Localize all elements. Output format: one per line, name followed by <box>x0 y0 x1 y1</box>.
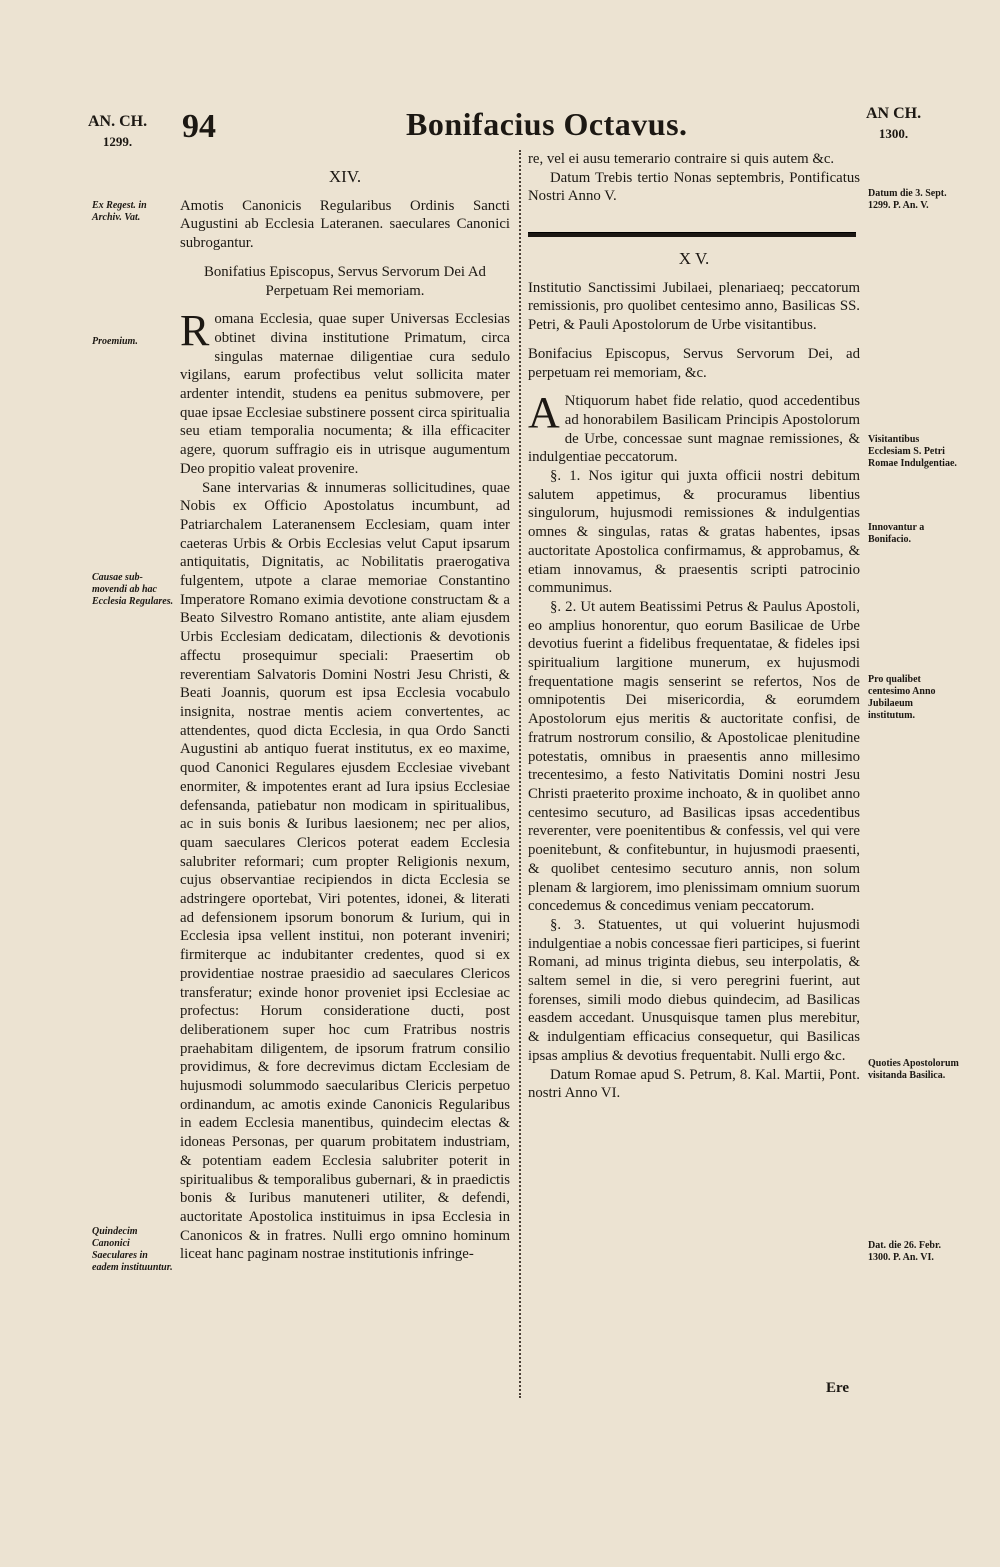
year-left-value: 1299. <box>102 134 133 149</box>
margin-note-causae: Causae sub-movendi ab hac Ecclesia Regulares. <box>92 572 174 607</box>
year-right <box>866 104 921 144</box>
margin-note-innovantur: Innovantur a Bonifacio. <box>868 522 925 545</box>
catchword: Ere <box>826 1380 850 1396</box>
date-xv: Datum Romae apud S. Petrum, 8. Kal. Martii, Pont. nostri Anno VI. <box>528 1066 860 1102</box>
document-title-xiv: Amotis Canonicis Regularibus Ordinis Sancti Augustini ab Ecclesia Lateranen. saeculares Canonici subrogantur. <box>180 197 510 252</box>
section-2: §. 2. Ut autem Beatissimi Petrus & Paulus Apostoli, eo amplius honorentur, quo eorum Basilicae de Urbe devotius fuerint a fidelibus frequentatae, & fideles ipsi spiritualium largitione munerum, ex hujusmodi frequentatione magis senserint se refertos, Nos de omnipotentis Dei misericordia, & eorumdem Apostolorum ejus meritis & auctoritate confisi, de fratrum nostrorum consilio, & Apostolicae plenitudine potestatis, omnibus in praesentis anno millesimo trecentesimo, a festo Nativitatis Domini nostri Jesu Christi praeterito proxime inchoato, & in quolibet anno centesimo secuturo, ad Basilicas ipsas accedentibus reverenter, vere poenitentibus & confessis, vel qui vere poenitebunt, & confitebuntur, in hujusmodi praesenti, & quolibet centesimo secuturo annis, non solum plenam & largiorem, imo plenissimam omnium suorum concedemus & concedimus veniam peccatorum. <box>528 598 860 915</box>
document-number-xiv: XIV. <box>328 167 362 186</box>
drop-cap-r: R <box>180 306 210 356</box>
margin-note-visitantibus: Visitantibus Ecclesiam S. Petri Romae Indulgentiae. <box>868 434 957 469</box>
paragraph-proemium <box>180 306 510 478</box>
right-column <box>528 150 860 206</box>
paragraph-proemium-text: omana Ecclesia, quae super Universas Ecclesias obtinet divina institutione Primatum, circa singulas maternae diligentiae cura sedulo vigilans, earum profectibus velut sollicita mater ardenter intendit, studens ea penitus submovere, per quae ipsae Ecclesiae substinere possent circa spiritualia seu etiam temporalia nocumenta; & illa efficaciter agere, quorum suffragio eis in utrisque augumentum Deo propitio valeat provenire. <box>180 311 510 477</box>
address-xv: Bonifacius Episcopus, Servus Servorum Dei, ad perpetuam rei memoriam, &c. <box>528 345 860 381</box>
year-right-label: AN CH. <box>866 105 922 122</box>
paragraph-antiquorum <box>528 388 860 467</box>
section-rule <box>528 232 856 237</box>
paragraph-sane: Sane intervarias & innumeras sollicitudines, quae Nobis ex Officio Apostolatus incumbunt, ad Patriarchalem Lateranensem Ecclesiam, quam inter caeteras Urbis & Orbis Ecclesias velut Caput ipsarum antiquitatis, Dignitatis, ac Nobilitatis praerogativa fulgentem, utpote a clarae memoriae Constantino Imperatore Romano eximia devotione constructam & a Beato Silvestro Romano antistite, ante aliam ejusdem Urbis Ecclesiam dedicatam, dilectionis & devotionis affectu prosequimur speciali: Praesertim ob reverentiam Salvatoris Domini Nostri Jesu Christi, & Beati Joannis, quorum est ipsa Ecclesia vocabulo insignita, nostrae mentis aciem convertentes, ac attendentes, quod dicta Ecclesia, in qua Ordo Sancti Augustini ab antiquo fuerat institutus, ex eo maxime, quod Canonici Regulares ejusdem Ecclesiae vivebant enormiter, & impotentes erant ad Iura ipsius Ecclesiae defensanda, patiebatur non modicam in spiritualibus, ac in suis bonis & Iuribus laesionem; nec per alios, quam saeculares Clericos poterat eadem Ecclesia salubriter reformari; cum propter Religionis nexum, cujus observantiae recipiendos in dicta Ecclesia se adstringere oportebat, Viri potentes, idonei, & literati ad defensionem ipsorum bonorum & Iurium, qui in Ecclesia ipsa vellent institui, non poterant inveniri; firmiterque ac indubitanter credentes, quod si ex providentiae nostrae praesidio ad saeculares Clericos transferatur; exinde honor proveniet ipsi Ecclesiae ac profectus: Horum consideratione ducti, post deliberationem super hoc cum Fratribus nostris praehabitam diligentem, de ipsorum fratrum consilio providimus, & fore decrevimus dictam Ecclesiam de hujusmodi solummodo saecularibus Clericis perpetuo ordinandum, ac amotis exinde Canonicis Regularibus in eadem Ecclesia manentibus, quindecim electas & idoneas Personas, per quarum probitatem industriam, & potentiam eadem Ecclesia salubriter poterit in spiritualibus & temporalibus gubernari, & in praedictis bonis & Iuribus manuteneri utiliter, & defendi, auctoritate Apostolica instituimus in ipsa Ecclesia in Canonicos & in fratres. Nulli ergo omnino hominum liceat hanc paginam nostrae institutionis infringe- <box>180 479 510 1263</box>
margin-note-datum-2: Dat. die 26. Febr. 1300. P. An. VI. <box>868 1240 941 1263</box>
year-right-value: 1300. <box>878 126 909 141</box>
section-1: §. 1. Nos igitur qui juxta officii nostri debitum salutem appetimus, & procuramus libentius singulorum, hujusmodi remissiones & indulgentias omnes & singulas, ratas & gratas habentes, ipsas auctoritate Apostolica confirmamus, & approbamus, & etiam innovamus, & praesentis scripti patrocinio communimus. <box>528 468 860 597</box>
year-left-label: AN. CH. <box>88 113 148 130</box>
drop-cap-a: A <box>528 388 560 438</box>
margin-note-proemium: Proemium. <box>92 336 138 347</box>
document-title-xv: Institutio Sanctissimi Jubilaei, plenariaeq; peccatorum remissionis, pro quolibet centesimo anno, Basilicas SS. Petri, & Pauli Apostolorum de Urbe visitantibus. <box>528 279 860 334</box>
continuation-text: re, vel ei ausu temerario contraire si quis autem &c. <box>528 151 835 167</box>
column-divider <box>519 150 521 1398</box>
date-xiv: Datum Trebis tertio Nonas septembris, Pontificatus Nostri Anno V. <box>528 169 860 205</box>
left-column <box>180 168 510 1264</box>
margin-note-quoties: Quoties Apostolorum visitanda Basilica. <box>868 1058 959 1081</box>
address-xiv: Bonifatius Episcopus, Servus Servorum Dei Ad Perpetuam Rei memoriam. <box>204 263 486 299</box>
margin-note-jubilaeum: Pro qualibet centesimo Anno Jubilaeum institutum. <box>868 674 936 721</box>
year-left <box>88 112 147 152</box>
document-number-xv: X V. <box>678 249 710 268</box>
margin-note-quindecim: Quindecim Canonici Saeculares in eadem instituuntur. <box>92 1226 173 1273</box>
paragraph-antiquorum-text: Ntiquorum habet fide relatio, quod accedentibus ad honorabilem Basilicam Principis Apostolorum de Urbe, concessae sunt magnae remissiones, & indulgentiae peccatorum. <box>528 393 860 466</box>
section-3: §. 3. Statuentes, ut qui voluerint hujusmodi indulgentiae a nobis concessae fieri participes, si fuerint Romani, ad minus triginta diebus, seu interpolatis, & saltem semel in die, si vero peregrini fuerint, aut forenses, simili modo diebus quindecim, ad Basilicas easdem accedant. Unusquisque tamen plus merebitur, & indulgentiam efficacius consequetur, qui Basilicas ipsas amplius & devotius frequentabit. Nulli ergo &c. <box>528 916 860 1064</box>
margin-note-datum-1: Datum die 3. Sept. 1299. P. An. V. <box>868 188 947 211</box>
right-column-xv <box>528 250 860 1103</box>
page-number: 94 <box>182 108 216 145</box>
margin-note-source: Ex Regest. in Archiv. Vat. <box>92 200 147 223</box>
running-title: Bonifacius Octavus. <box>406 106 688 142</box>
